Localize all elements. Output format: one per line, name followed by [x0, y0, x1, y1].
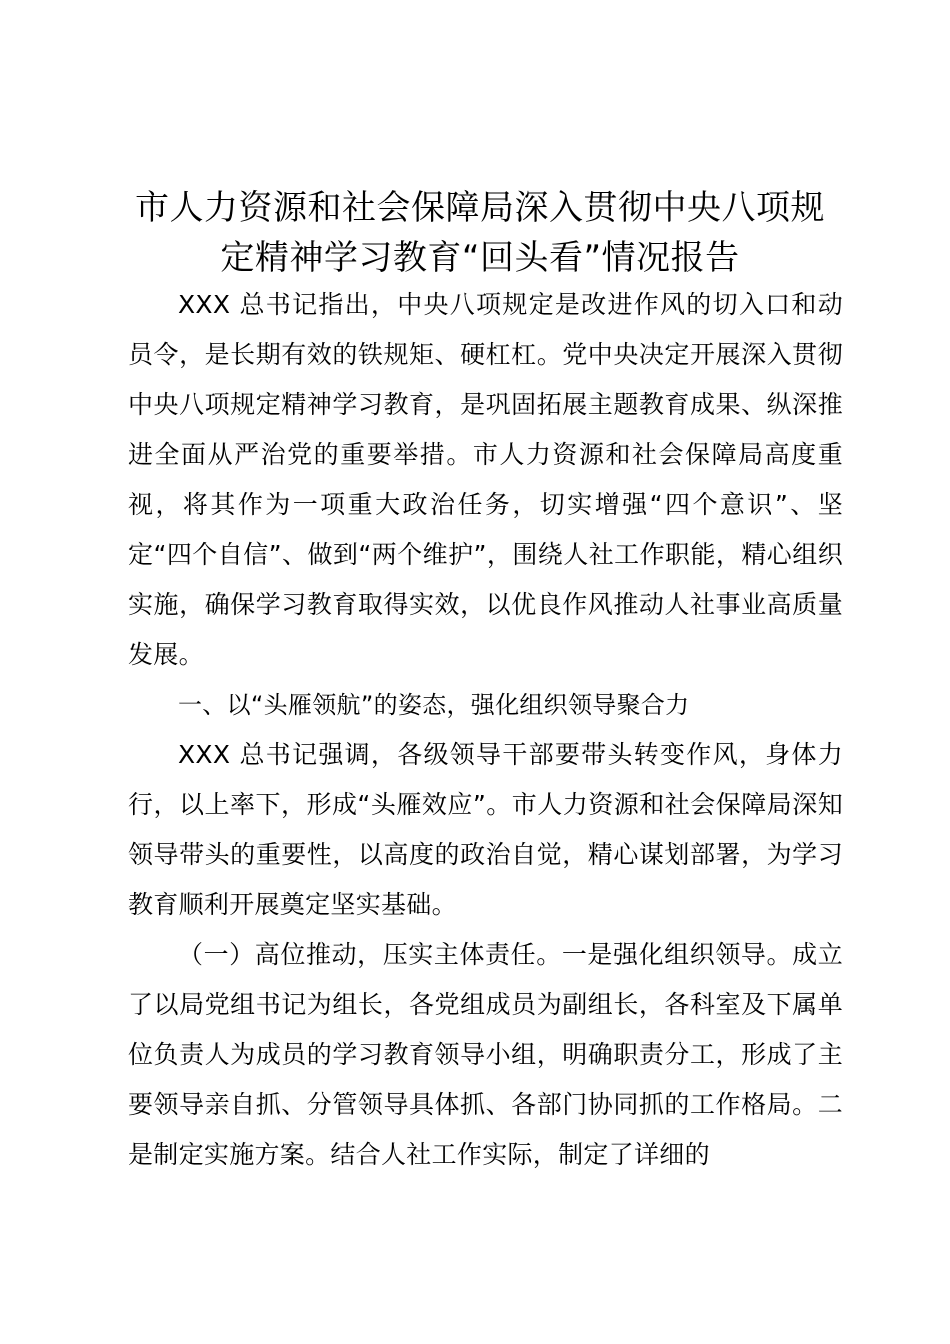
document-title-line-1: 市人力资源和社会保障局深入贯彻中央八项规: [135, 188, 825, 228]
subsection-1-paragraph: （一）高位推动，压实主体责任。一是强化组织领导。成立了以局党组书记为组长，各党组成员为副组长，各科室及下属单位负责人为成员的学习教育领导小组，明确职责分工，形成了主要领导亲自抓、分管领导具体抓、各部门协同抓的工作格局。二是制定实施方案。结合人社工作实际，制定了详细的: [128, 940, 843, 1169]
intro-paragraph: XXX 总书记指出，中央八项规定是改进作风的切入口和动员令，是长期有效的铁规矩、硬杠杠。党中央决定开展深入贯彻中央八项规定精神学习教育，是巩固拓展主题教育成果、纵深推进全面从严治党的重要举措。市人力资源和社会保障局高度重视，将其作为一项重大政治任务，切实增强“四个意识”、坚定“四个自信”、做到“两个维护”，围绕人社工作职能，精心组织实施，确保学习教育取得实效，以优良作风推动人社事业高质量发展。: [128, 290, 843, 669]
section-1-paragraph: XXX 总书记强调，各级领导干部要带头转变作风，身体力行，以上率下，形成“头雁效应”。市人力资源和社会保障局深知领导带头的重要性，以高度的政治自觉，精心谋划部署，为学习教育顺利开展奠定坚实基础。: [128, 740, 843, 919]
section-heading-1: 一、以“头雁领航”的姿态，强化组织领导聚合力: [178, 691, 690, 719]
document-title-line-2: 定精神学习教育“回头看”情况报告: [220, 238, 740, 278]
